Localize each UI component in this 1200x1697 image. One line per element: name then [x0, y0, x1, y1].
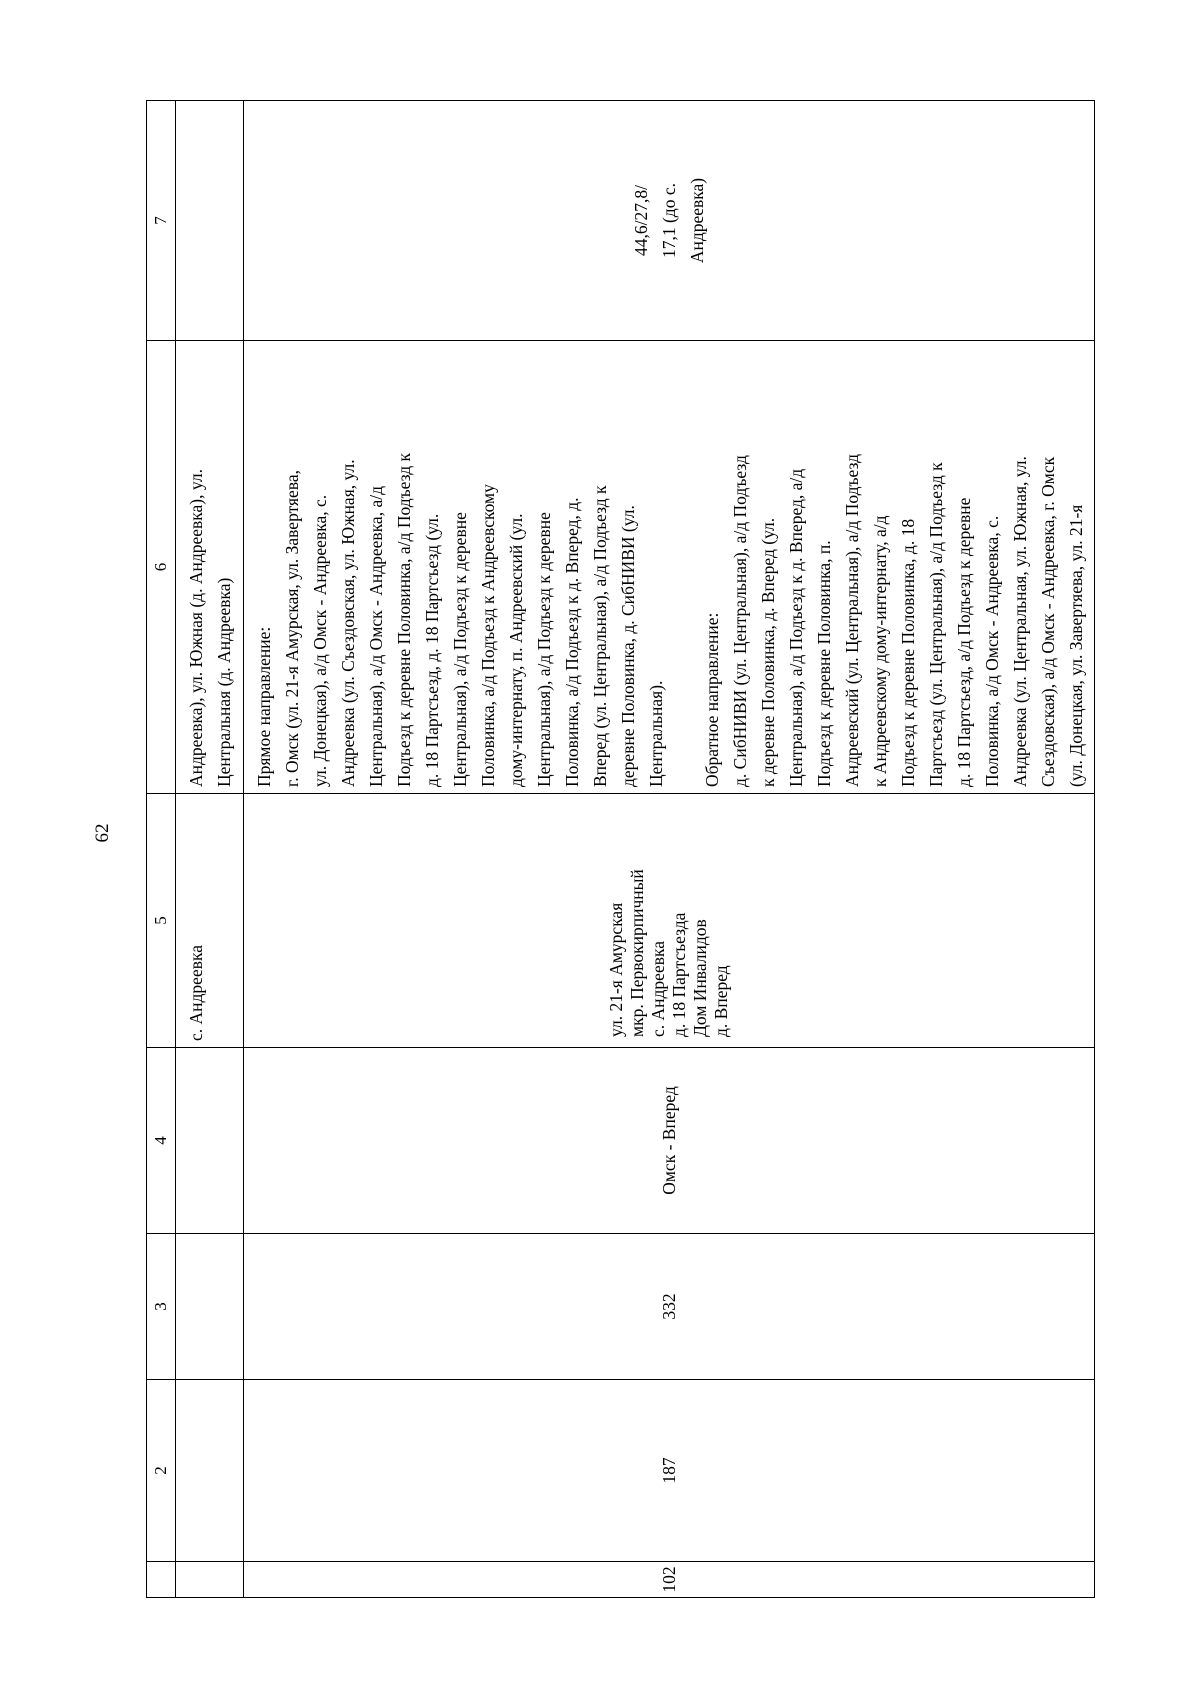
row-number: 102	[658, 1566, 679, 1593]
stops-cell	[244, 794, 1095, 1048]
route-number-cell	[244, 1234, 1095, 1380]
reverse-line: (ул. Донецкая, ул. Завертяева, ул. 21-я	[1066, 504, 1086, 787]
header-col-7: 7	[147, 101, 176, 341]
forward-line: Половинка, а/д Подъезд к д. Вперед, д.	[562, 497, 582, 787]
reverse-line: Андреевка (ул. Центральная, ул. Южная, ул.	[1010, 456, 1030, 787]
forward-line: Центральная), а/д Подъезд к деревне	[534, 512, 554, 787]
reverse-line: Половинка, а/д Омск - Андреевка, с.	[982, 515, 1002, 787]
cont-cell-4	[176, 1048, 244, 1234]
reverse-line: к Андреевскому дому-интернату, а/д	[870, 515, 890, 787]
length-line: Андреевка)	[687, 177, 707, 264]
forward-line: Андреевка (ул. Съездовская, ул. Южная, ул.	[338, 459, 358, 787]
reverse-line: Подъезд к деревне Половинка, д. 18	[898, 518, 918, 787]
reverse-title: Обратное направление:	[702, 612, 722, 787]
page-number: 62	[92, 823, 113, 843]
reverse-line: Съездовская), а/д Омск - Андреевка, г. Омск	[1038, 456, 1058, 787]
registration-number-cell	[244, 1380, 1095, 1562]
forward-line: ул. Донецкая), а/д Омск - Андреевка, с.	[310, 494, 330, 787]
route-row	[244, 101, 1095, 1598]
path-cell	[244, 341, 1095, 794]
forward-line: деревне Половинка, д. СибНИВИ (ул.	[618, 505, 638, 787]
length-line: 44,6/27,8/	[631, 185, 651, 256]
forward-line: Вперед (ул. Центральная), а/д Подъезд к	[590, 485, 610, 787]
header-col-6: 6	[147, 341, 176, 794]
forward-line: Центральная), а/д Омск - Андреевка, а/д	[366, 486, 386, 787]
reverse-line: Центральная), а/д Подъезд к д. Вперед, а/д	[786, 468, 806, 787]
stop-item: д. 18 Партсъезда	[669, 912, 689, 1037]
header-col-4: 4	[147, 1048, 176, 1234]
path-description	[244, 341, 1094, 793]
stop-item: д. Вперед	[711, 965, 731, 1037]
route-table	[146, 100, 1095, 1598]
stops-list	[244, 794, 1094, 1047]
registration-number: 187	[658, 1457, 679, 1484]
cont-stops-cell	[176, 794, 244, 1048]
cont-path-cell	[176, 341, 244, 794]
cont-cell-2	[176, 1380, 244, 1562]
stop-item: ул. 21-я Амурская	[606, 902, 626, 1037]
cont-cell-1	[176, 1562, 244, 1598]
reverse-line: Партсъезд (ул. Центральная), а/д Подъезд к	[926, 462, 946, 787]
reverse-line: д. СибНИВИ (ул. Центральная), а/д Подъезд	[730, 455, 750, 787]
reverse-line: Андреевский (ул. Центральная), а/д Подъезд	[842, 453, 862, 787]
header-col-3: 3	[147, 1234, 176, 1380]
cont-path-line: Андреевка), ул. Южная (д. Андреевка), ул.	[186, 469, 206, 787]
forward-line: д. 18 Партсъезд, д. 18 Партсъезд (ул.	[422, 513, 442, 787]
length-cell	[244, 101, 1095, 341]
reverse-line: Подъезд к деревне Половинка, п.	[814, 540, 834, 787]
route-length	[244, 101, 1094, 340]
stop-item: мкр. Первокирпичный	[627, 869, 647, 1037]
cont-stops: с. Андреевка	[186, 945, 206, 1041]
forward-line: г. Омск (ул. 21-я Амурская, ул. Завертяева,	[282, 470, 302, 787]
header-col-1	[147, 1562, 176, 1598]
length-line: 17,1 (до с.	[659, 183, 679, 259]
continuation-row	[176, 101, 244, 1598]
reverse-line: к деревне Половинка, д. Вперед (ул.	[758, 517, 778, 787]
header-col-2: 2	[147, 1380, 176, 1562]
forward-line: дому-интернату, п. Андреевский (ул.	[506, 513, 526, 787]
cont-cell-3	[176, 1234, 244, 1380]
forward-line: Центральная).	[646, 680, 666, 787]
route-name: Омск - Вперед	[658, 1086, 679, 1195]
route-table-frame	[146, 101, 1086, 1598]
cont-path-line: Центральная (д. Андреевка)	[214, 577, 234, 787]
cont-cell-7	[176, 101, 244, 341]
row-number-cell	[244, 1562, 1095, 1598]
rotated-table-wrapper	[146, 101, 1086, 1598]
stop-item: Дом Инвалидов	[690, 919, 710, 1037]
forward-title: Прямое направление:	[254, 626, 274, 787]
route-number: 332	[658, 1293, 679, 1320]
forward-line: Половинка, а/д Подъезд к Андреевскому	[478, 484, 498, 787]
forward-line: Центральная), а/д Подъезд к деревне	[450, 512, 470, 787]
paragraph-gap	[670, 349, 698, 787]
route-name-cell	[244, 1048, 1095, 1234]
reverse-line: д. 18 Партсъезд, а/д Подъезд к деревне	[954, 497, 974, 787]
cont-path	[176, 341, 242, 793]
stop-item: с. Андреевка	[648, 941, 668, 1037]
header-col-5: 5	[147, 794, 176, 1048]
header-row	[147, 101, 176, 1598]
forward-line: Подъезд к деревне Половинка, а/д Подъезд к	[394, 452, 414, 787]
